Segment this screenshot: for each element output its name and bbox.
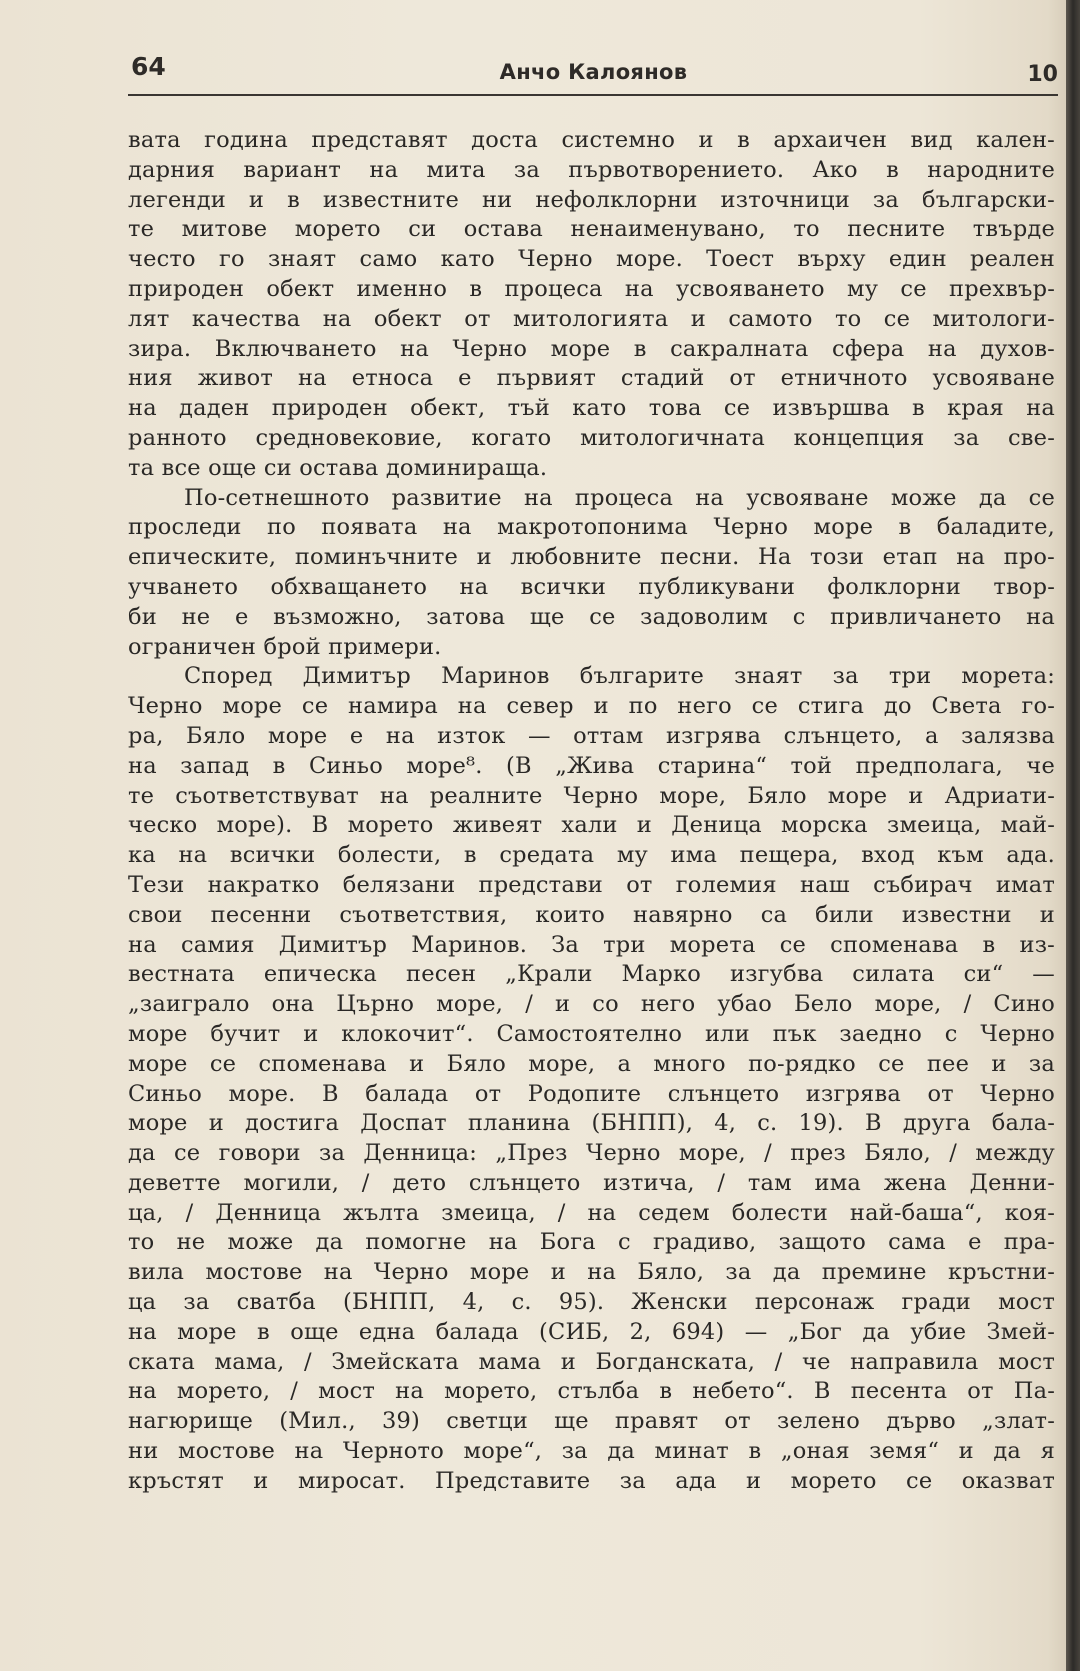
text-line: ранното средновековие, когато митологичната концепция за све- (128, 424, 1055, 451)
text-line: да се говори за Денница: „През Черно море, / през Бяло, / между (128, 1140, 1055, 1167)
text-line: ограничен брой примери. (128, 633, 442, 660)
text-line: ра, Бяло море е на изток — оттам изгрява слънцето, а залязва (128, 722, 1055, 749)
text-line: вата година представят доста системно и в архаичен вид кален- (128, 127, 1055, 153)
text-line: на даден природен обект, тъй като това се извършва в края на (128, 395, 1055, 422)
text-line: Синьо море. В балада от Родопите слънцето изгрява от Черно (128, 1080, 1055, 1107)
text-line: на самия Димитър Маринов. За три морета се споменава в из- (128, 931, 1055, 958)
text-line: ческо море). В морето живеят хали и Деница морска змеица, май- (128, 812, 1055, 839)
text-line: учването обхващането на всички публикувани фолклорни твор- (128, 573, 1055, 600)
text-line: Черно море се намира на север и по него се стига до Света го- (128, 693, 1055, 720)
text-line: нагюрище (Мил., 39) светци ще правят от зелено дърво „злат- (128, 1408, 1055, 1435)
text-line: на море в още една балада (СИБ, 2, 694) — „Бог да убие Змей- (128, 1318, 1055, 1345)
text-line: те митове морето си остава ненаименувано, то песните твърде (128, 216, 1055, 243)
body-text (128, 126, 1055, 1497)
text-line: море бучит и клокочит“. Самостоятелно или пък заедно с Черно (128, 1020, 1055, 1047)
text-line: епическите, поминъчните и любовните песни. На този етап на про- (128, 544, 1055, 571)
text-line: ца за сватба (БНПП, 4, с. 95). Женски персонаж гради мост (128, 1289, 1055, 1316)
page-header (131, 52, 1056, 92)
text-line: ни мостове на Черното море“, за да минат в „оная земя“ и да я (128, 1438, 1055, 1465)
text-line: море се споменава и Бяло море, а много по-рядко се пее и за (128, 1050, 1055, 1077)
running-title: Анчо Калоянов (499, 60, 688, 84)
text-line: то не може да помогне на Бога с градиво, защото сама е пра- (128, 1229, 1055, 1256)
text-line: море и достига Доспат планина (БНПП), 4, с. 19). В друга бала- (128, 1110, 1055, 1137)
text-line: би не е възможно, затова ще се задоволим с привличането на (128, 603, 1055, 630)
text-line: По-сетнешното развитие на процеса на усвояване може да се (184, 484, 1055, 511)
text-line: вестната епическа песен „Крали Марко изгубва силата си“ — (128, 961, 1055, 988)
text-line: ца, / Денница жълта змеица, / на седем болести най-баша“, коя- (128, 1199, 1055, 1226)
text-line: вила мостове на Черно море и на Бяло, за да премине кръстни- (128, 1259, 1055, 1286)
text-line: Тези накратко белязани представи от големия наш събирач имат (128, 871, 1055, 898)
text-line: на запад в Синьо море⁸. (В „Жива старина“ той предполага, че (128, 752, 1055, 779)
text-line: на морето, / мост на морето, стълба в небето“. В песента от Па- (128, 1378, 1055, 1405)
text-line: лят качества на обект от митологията и самото то се митологи- (128, 305, 1055, 332)
text-line: „заиграло она Църно море, / и со него убао Бело море, / Сино (128, 991, 1055, 1018)
page-number: 64 (131, 52, 166, 81)
text-line: проследи по появата на макротопонима Черно море в баладите, (128, 514, 1055, 541)
text-line: Според Димитър Маринов българите знаят за три морета: (184, 663, 1055, 690)
text-line: зира. Включването на Черно море в сакралната сфера на духов- (128, 335, 1055, 362)
facing-page-number: 10 (1027, 62, 1058, 87)
header-rule (128, 94, 1058, 96)
text-line: свои песенни съответствия, които навярно са били известни и (128, 901, 1055, 928)
text-line: кръстят и миросат. Представите за ада и морето се оказват (128, 1467, 1055, 1494)
text-line: природен обект именно в процеса на усвояването му се прехвър- (128, 275, 1055, 302)
text-line: ската мама, / Змейската мама и Богданската, / че направила мост (128, 1348, 1055, 1375)
text-line: та все още си остава доминираща. (128, 454, 548, 481)
text-line: те съответствуват на реалните Черно море, Бяло море и Адриати- (128, 782, 1055, 809)
text-line: деветте могили, / дето слънцето изтича, / там има жена Денни- (128, 1169, 1055, 1196)
text-line: често го знаят само като Черно море. Тоест върху един реален (128, 246, 1055, 273)
text-line: дарния вариант на мита за първотворението. Ако в народните (128, 156, 1055, 183)
text-line: ка на всички болести, в средата му има пещера, вход към ада. (128, 842, 1055, 869)
text-line: ния живот на етноса е първият стадий от етничното усвояване (128, 365, 1055, 392)
text-line: легенди и в известните ни нефолклорни източници за български- (128, 186, 1055, 213)
book-spine-edge (1066, 0, 1080, 1671)
